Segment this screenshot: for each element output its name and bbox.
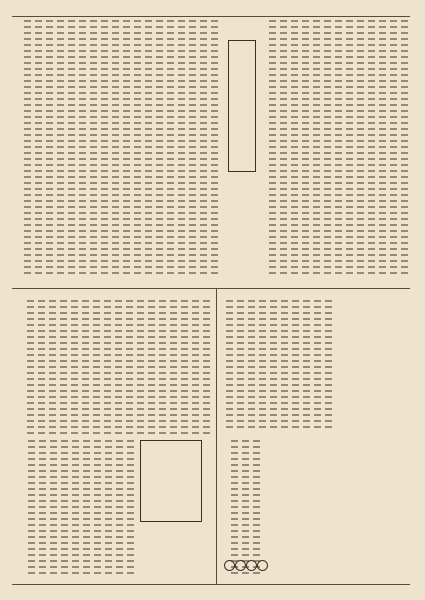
text-column — [280, 20, 289, 282]
section-title-box — [228, 40, 256, 172]
text-column — [178, 20, 187, 282]
middle-rule — [12, 288, 410, 289]
text-column — [57, 20, 66, 282]
editorial-text-block — [222, 300, 334, 434]
contents-circle — [235, 560, 246, 571]
text-column — [79, 20, 88, 282]
text-column — [71, 300, 80, 440]
text-column — [112, 20, 121, 282]
text-column — [325, 300, 334, 434]
text-column — [401, 20, 410, 282]
text-column — [94, 440, 103, 580]
text-column — [50, 440, 59, 580]
text-column — [379, 20, 388, 282]
text-column — [101, 20, 110, 282]
text-column — [242, 440, 251, 580]
text-column — [390, 20, 399, 282]
text-column — [28, 440, 37, 580]
text-column — [324, 20, 333, 282]
text-column — [83, 440, 92, 580]
text-column — [303, 300, 312, 434]
text-column — [61, 440, 70, 580]
text-column — [314, 300, 323, 434]
text-column — [72, 440, 81, 580]
text-column — [192, 300, 201, 440]
text-column — [93, 300, 102, 440]
text-column — [200, 20, 209, 282]
text-column — [253, 440, 262, 580]
text-column — [335, 20, 344, 282]
text-column — [46, 20, 55, 282]
top-rule — [12, 16, 410, 17]
contents-circle — [257, 560, 268, 571]
text-column — [231, 440, 240, 580]
text-column — [357, 20, 366, 282]
text-column — [105, 440, 114, 580]
text-column — [24, 20, 33, 282]
text-column — [104, 300, 113, 440]
text-column — [259, 300, 268, 434]
text-column — [226, 300, 235, 434]
right-text-block — [262, 20, 410, 282]
text-column — [291, 20, 300, 282]
text-column — [148, 300, 157, 440]
text-column — [189, 20, 198, 282]
text-column — [313, 20, 322, 282]
text-column — [170, 300, 179, 440]
text-column — [270, 300, 279, 434]
text-column — [49, 300, 58, 440]
text-column — [346, 20, 355, 282]
text-column — [137, 300, 146, 440]
text-column — [167, 20, 176, 282]
text-column — [126, 300, 135, 440]
text-column — [248, 300, 257, 434]
contents-circle — [224, 560, 235, 571]
text-column — [237, 300, 246, 434]
text-column — [211, 20, 220, 282]
text-column — [27, 300, 36, 440]
text-column — [281, 300, 290, 434]
framed-notice-box — [140, 440, 202, 522]
left-text-block — [16, 20, 220, 282]
text-column — [203, 300, 212, 440]
text-column — [35, 20, 44, 282]
text-column — [159, 300, 168, 440]
text-column — [82, 300, 91, 440]
text-column — [156, 20, 165, 282]
text-column — [39, 440, 48, 580]
text-column — [302, 20, 311, 282]
text-column — [292, 300, 301, 434]
text-column — [123, 20, 132, 282]
text-column — [145, 20, 154, 282]
column-divider — [216, 288, 217, 584]
text-column — [115, 300, 124, 440]
text-column — [127, 440, 136, 580]
text-column — [68, 20, 77, 282]
text-column — [90, 20, 99, 282]
notice-text-block — [16, 300, 212, 440]
text-column — [116, 440, 125, 580]
contents-circle — [246, 560, 257, 571]
publisher-block — [16, 440, 136, 580]
contents-list — [222, 440, 262, 580]
text-column — [368, 20, 377, 282]
bottom-rule — [12, 584, 410, 585]
text-column — [269, 20, 278, 282]
text-column — [181, 300, 190, 440]
text-column — [60, 300, 69, 440]
text-column — [134, 20, 143, 282]
text-column — [38, 300, 47, 440]
